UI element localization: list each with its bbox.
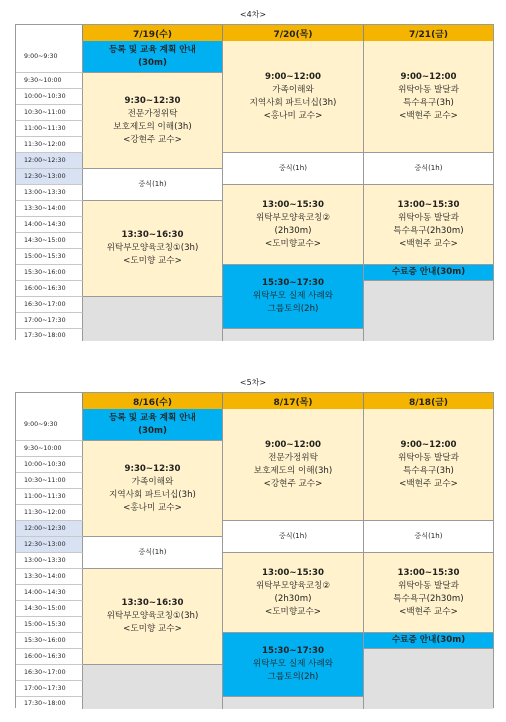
time-cell: 11:00~11:30: [16, 489, 83, 505]
session-time: 13:00~15:30: [262, 567, 324, 578]
session-title: 위탁부모 실제 사례와: [252, 659, 334, 669]
session-instructor: <강현주 교수>: [263, 478, 323, 489]
time-cell: 9:30~10:00: [16, 73, 83, 89]
session-time: 13:30~16:30: [121, 230, 184, 240]
lunch-label: 중식(1h): [414, 164, 443, 172]
session-text: 등록 및 교육 계획 안내: [109, 44, 196, 55]
session-block: [83, 441, 223, 537]
session-instructor: <백현주 교수>: [399, 606, 458, 617]
time-cell: 11:30~12:00: [16, 137, 83, 153]
session-time: 9:00~12:00: [265, 71, 321, 82]
session-time: 9:00~12:00: [400, 71, 457, 82]
time-cell: 16:00~16:30: [16, 281, 83, 297]
schedule-caption: <4차>: [239, 10, 267, 19]
session-block: [364, 633, 493, 649]
session-instructor: <강현주 교수>: [123, 134, 182, 145]
header-day-3: 7/21(금): [364, 25, 493, 41]
session-title: 보호제도의 이해(3h): [253, 465, 333, 476]
empty-block: [83, 297, 223, 341]
time-cell: 9:00~9:30: [16, 41, 83, 73]
time-cell: 16:30~17:00: [16, 665, 83, 681]
time-cell: 16:00~16:30: [16, 649, 83, 665]
session-time: 15:30~17:30: [262, 278, 324, 288]
session-title: 위탁부모 실제 사례와: [252, 291, 334, 301]
time-cell: 12:00~12:30: [16, 153, 83, 169]
time-cell: 12:30~13:00: [16, 537, 83, 553]
session-time: 9:30~12:30: [124, 463, 181, 474]
lunch-label: 중식(1h): [279, 164, 307, 172]
header-day-1: 7/19(수): [83, 25, 223, 41]
session-title: 지역사회 파트너십(3h): [249, 97, 337, 108]
schedule-table: [15, 24, 494, 340]
time-cell: 13:00~13:30: [16, 185, 83, 201]
session-block: [364, 185, 493, 265]
time-cell: 9:00~9:30: [16, 409, 83, 441]
session-title: 전문가정위탁: [268, 452, 318, 463]
session-block: [364, 409, 493, 521]
session-title: 그룹토의(2h): [267, 304, 319, 314]
session-block: [223, 409, 364, 521]
lunch-block: [83, 169, 223, 201]
session-title: 위탁부모양육코칭②: [255, 212, 331, 223]
session-title: 위탁부모양육코칭①(3h): [106, 611, 199, 621]
session-title: 위탁아동 발달과: [398, 84, 459, 95]
time-cell: 17:00~17:30: [16, 681, 83, 697]
session-text: (30m): [138, 425, 167, 436]
time-cell: 13:00~13:30: [16, 553, 83, 569]
session-title: 위탁아동 발달과: [398, 212, 459, 223]
time-cell: 13:30~14:00: [16, 201, 83, 217]
session-block: [223, 553, 364, 633]
session-block: [364, 265, 493, 281]
time-cell: 13:30~14:00: [16, 569, 83, 585]
session-time: 9:30~12:30: [124, 95, 181, 106]
lunch-label: 중식(1h): [138, 548, 167, 556]
session-block: [83, 41, 223, 73]
time-cell: 14:30~15:00: [16, 233, 83, 249]
lunch-block: [223, 521, 364, 553]
header-blank: [16, 393, 83, 409]
session-instructor: <도미향 교수>: [123, 256, 182, 266]
time-cell: 15:30~16:00: [16, 265, 83, 281]
session-instructor: <백현주 교수>: [399, 478, 458, 489]
empty-block: [223, 697, 364, 709]
header-day-3: 8/18(금): [364, 393, 493, 409]
time-cell: 11:30~12:00: [16, 505, 83, 521]
lunch-block: [223, 153, 364, 185]
session-block: [83, 409, 223, 441]
session-instructor: <도미향 교수>: [123, 624, 182, 634]
time-cell: 14:30~15:00: [16, 601, 83, 617]
schedule-table: [15, 392, 494, 708]
session-title: 가족이해와: [272, 84, 314, 95]
session-title: 수료증 안내(30m): [391, 635, 466, 645]
session-title: 특수욕구(2h30m): [393, 593, 464, 604]
session-block: [83, 73, 223, 169]
session-title: 수료증 안내(30m): [391, 267, 466, 277]
time-cell: 14:00~14:30: [16, 585, 83, 601]
session-title: 특수욕구(3h): [403, 97, 454, 108]
header-blank: [16, 25, 83, 41]
lunch-label: 중식(1h): [138, 180, 167, 188]
lunch-label: 중식(1h): [414, 532, 443, 540]
session-title: 위탁부모양육코칭①(3h): [106, 243, 199, 253]
session-title: 그룹토의(2h): [267, 672, 319, 682]
empty-block: [364, 649, 493, 709]
header-day-2: 8/17(목): [223, 393, 364, 409]
session-time: 9:00~12:00: [400, 439, 457, 450]
time-cell: 15:30~16:00: [16, 633, 83, 649]
time-cell: 10:00~10:30: [16, 89, 83, 105]
session-block: [83, 569, 223, 665]
session-title: 전문가정위탁: [127, 108, 178, 119]
time-cell: 16:30~17:00: [16, 297, 83, 313]
session-block: [364, 41, 493, 153]
session-time: 9:00~12:00: [265, 439, 321, 450]
header-day-2: 7/20(목): [223, 25, 364, 41]
session-text: 등록 및 교육 계획 안내: [109, 412, 196, 423]
empty-block: [364, 281, 493, 341]
time-cell: 17:30~18:00: [16, 329, 83, 341]
session-time: 13:00~15:30: [262, 199, 324, 210]
session-title: 보호제도의 이해(3h): [113, 121, 192, 132]
session-block: [223, 185, 364, 265]
time-cell: 12:00~12:30: [16, 521, 83, 537]
lunch-block: [83, 537, 223, 569]
session-block: [223, 41, 364, 153]
time-cell: 17:30~18:00: [16, 697, 83, 709]
session-instructor: <백현주 교수>: [399, 238, 458, 249]
time-cell: 10:30~11:00: [16, 105, 83, 121]
time-cell: 17:00~17:30: [16, 313, 83, 329]
time-cell: 14:00~14:30: [16, 217, 83, 233]
session-instructor: <도미향교수>: [265, 238, 321, 249]
session-title: 특수욕구(2h30m): [393, 225, 464, 236]
session-title: 특수욕구(3h): [403, 465, 454, 476]
session-title: 위탁아동 발달과: [398, 580, 459, 591]
time-cell: 9:30~10:00: [16, 441, 83, 457]
session-instructor: <백현주 교수>: [399, 110, 458, 121]
session-time: 13:00~15:30: [397, 199, 460, 210]
session-instructor: <홍나미 교수>: [123, 502, 182, 513]
time-cell: 15:00~15:30: [16, 617, 83, 633]
time-cell: 10:30~11:00: [16, 473, 83, 489]
time-cell: 12:30~13:00: [16, 169, 83, 185]
session-title: 위탁부모양육코칭②: [255, 580, 331, 591]
header-day-1: 8/16(수): [83, 393, 223, 409]
session-block: [364, 553, 493, 633]
schedule-caption: <5차>: [239, 378, 267, 387]
session-duration: (2h30m): [274, 593, 312, 604]
session-instructor: <도미향교수>: [265, 606, 321, 617]
session-instructor: <홍나미 교수>: [263, 110, 323, 121]
empty-block: [83, 665, 223, 709]
lunch-label: 중식(1h): [279, 532, 307, 540]
session-block: [83, 201, 223, 297]
lunch-block: [364, 153, 493, 185]
time-cell: 11:00~11:30: [16, 121, 83, 137]
session-time: 13:00~15:30: [397, 567, 460, 578]
session-time: 13:30~16:30: [121, 598, 184, 608]
session-time: 15:30~17:30: [262, 646, 324, 656]
session-title: 지역사회 파트너십(3h): [109, 489, 196, 500]
time-cell: 15:00~15:30: [16, 249, 83, 265]
lunch-block: [364, 521, 493, 553]
session-text: (30m): [138, 57, 167, 68]
session-duration: (2h30m): [274, 225, 312, 236]
session-block: [223, 265, 364, 329]
session-title: 위탁아동 발달과: [398, 452, 459, 463]
session-title: 가족이해와: [131, 476, 174, 487]
empty-block: [223, 329, 364, 341]
session-block: [223, 633, 364, 697]
time-cell: 10:00~10:30: [16, 457, 83, 473]
